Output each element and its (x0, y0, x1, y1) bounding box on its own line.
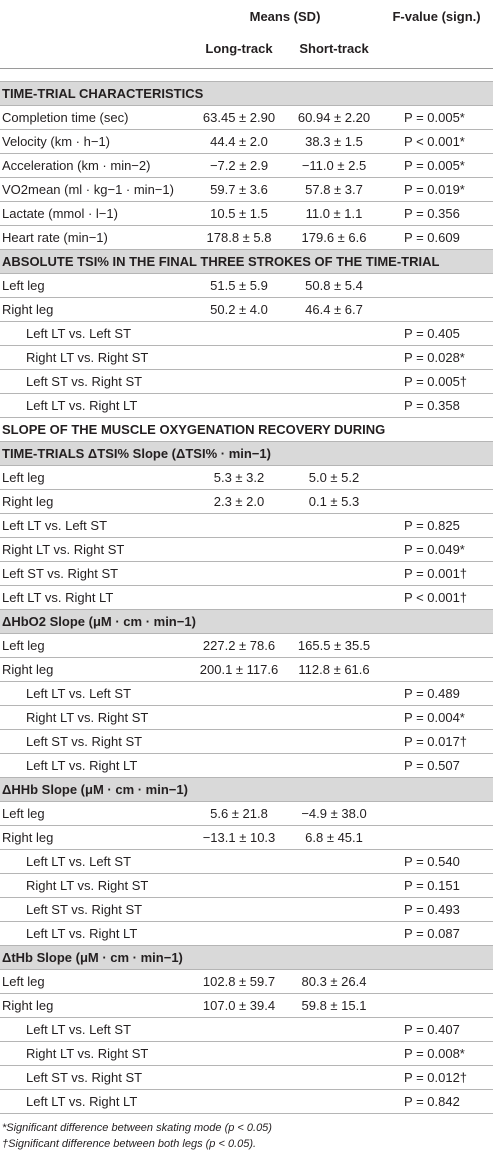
section-header (0, 946, 493, 970)
long-track-value (190, 850, 288, 874)
short-track-value (288, 922, 380, 946)
long-track-value (190, 370, 288, 394)
table-row (0, 586, 493, 610)
f-value: P = 0.356 (380, 202, 493, 226)
row-label: Left ST vs. Right ST (0, 1066, 190, 1090)
short-track-value (288, 754, 380, 778)
table-row (0, 922, 493, 946)
footnote: *Significant difference between skating mode (p < 0.05) (2, 1122, 272, 1134)
f-value (380, 826, 493, 850)
row-label: Left LT vs. Left ST (0, 322, 190, 346)
long-track-value: 44.4 ± 2.0 (190, 130, 288, 154)
f-value: P = 0.151 (380, 874, 493, 898)
table-row (0, 994, 493, 1018)
table-row (0, 322, 493, 346)
short-track-value (288, 562, 380, 586)
f-value: P = 0.005* (380, 154, 493, 178)
row-label: Left ST vs. Right ST (0, 730, 190, 754)
long-track-value (190, 922, 288, 946)
short-track-value (288, 1066, 380, 1090)
short-track-value: 57.8 ± 3.7 (288, 178, 380, 202)
section-header (0, 250, 493, 274)
f-value: P = 0.008* (380, 1042, 493, 1066)
long-track-value (190, 322, 288, 346)
long-track-value (190, 1018, 288, 1042)
table-row (0, 1066, 493, 1090)
long-track-value (190, 754, 288, 778)
short-track-value: 59.8 ± 15.1 (288, 994, 380, 1018)
table-row (0, 874, 493, 898)
table-row (0, 658, 493, 682)
row-label: Velocity (km · h−1) (0, 130, 190, 154)
long-track-header: Long-track (190, 34, 288, 69)
short-track-value: 179.6 ± 6.6 (288, 226, 380, 250)
row-label: Right LT vs. Right ST (0, 874, 190, 898)
long-track-value: 5.3 ± 3.2 (190, 466, 288, 490)
f-value: P = 0.358 (380, 394, 493, 418)
section-title: ΔHbO2 Slope (μM · cm · min−1) (0, 610, 493, 634)
table-row (0, 970, 493, 994)
row-label: Completion time (sec) (0, 106, 190, 130)
short-track-value: 0.1 ± 5.3 (288, 490, 380, 514)
table-row (0, 802, 493, 826)
row-label: Right LT vs. Right ST (0, 706, 190, 730)
short-track-value: 46.4 ± 6.7 (288, 298, 380, 322)
f-value (380, 490, 493, 514)
table-row (0, 682, 493, 706)
section-title: TIME-TRIAL CHARACTERISTICS (0, 82, 493, 106)
long-track-value (190, 898, 288, 922)
short-track-value (288, 730, 380, 754)
row-label: Right leg (0, 490, 190, 514)
header-row-1 (0, 0, 493, 34)
short-track-value: −4.9 ± 38.0 (288, 802, 380, 826)
table-row (0, 370, 493, 394)
long-track-value (190, 706, 288, 730)
f-value (380, 802, 493, 826)
row-label: Left leg (0, 274, 190, 298)
long-track-value (190, 538, 288, 562)
f-value (380, 970, 493, 994)
f-value: P = 0.012† (380, 1066, 493, 1090)
means-sd-header: Means (SD) (249, 9, 321, 24)
row-label: Left leg (0, 802, 190, 826)
short-track-value (288, 322, 380, 346)
table-row (0, 106, 493, 130)
f-value: P = 0.507 (380, 754, 493, 778)
long-track-value: 227.2 ± 78.6 (190, 634, 288, 658)
long-track-value (190, 874, 288, 898)
table-row (0, 298, 493, 322)
row-label: Left leg (0, 634, 190, 658)
short-track-value: 165.5 ± 35.5 (288, 634, 380, 658)
section-title: ABSOLUTE TSI% IN THE FINAL THREE STROKES OF THE TIME-TRIAL (0, 250, 493, 274)
long-track-value (190, 394, 288, 418)
long-track-value: 2.3 ± 2.0 (190, 490, 288, 514)
long-track-value: 200.1 ± 117.6 (190, 658, 288, 682)
f-value (380, 298, 493, 322)
long-track-value: −13.1 ± 10.3 (190, 826, 288, 850)
f-value (380, 634, 493, 658)
row-label: Right leg (0, 826, 190, 850)
long-track-value (190, 346, 288, 370)
long-track-value: 10.5 ± 1.5 (190, 202, 288, 226)
table-row (0, 706, 493, 730)
row-label: Left LT vs. Left ST (0, 514, 190, 538)
long-track-value (190, 1042, 288, 1066)
table-row (0, 274, 493, 298)
row-label: Left LT vs. Right LT (0, 1090, 190, 1114)
f-value: P = 0.540 (380, 850, 493, 874)
row-label: Left LT vs. Left ST (0, 682, 190, 706)
table-row (0, 634, 493, 658)
f-value: P = 0.017† (380, 730, 493, 754)
row-label: Left leg (0, 466, 190, 490)
short-track-value (288, 850, 380, 874)
short-track-value: 6.8 ± 45.1 (288, 826, 380, 850)
section-header (0, 418, 493, 442)
table-row (0, 562, 493, 586)
row-label: Right leg (0, 658, 190, 682)
long-track-value: 59.7 ± 3.6 (190, 178, 288, 202)
section-header (0, 778, 493, 802)
f-value (380, 658, 493, 682)
f-value: P < 0.001† (380, 586, 493, 610)
row-label: Left leg (0, 970, 190, 994)
row-label: Lactate (mmol · l−1) (0, 202, 190, 226)
short-track-value (288, 898, 380, 922)
table-row (0, 850, 493, 874)
short-track-value (288, 1042, 380, 1066)
short-track-value: 5.0 ± 5.2 (288, 466, 380, 490)
f-value: P = 0.005† (380, 370, 493, 394)
long-track-value (190, 1066, 288, 1090)
section-title: TIME-TRIALS ΔTSI% Slope (ΔTSI% · min−1) (0, 442, 493, 466)
f-value: P = 0.028* (380, 346, 493, 370)
table-row (0, 130, 493, 154)
short-track-value (288, 874, 380, 898)
f-value: P = 0.405 (380, 322, 493, 346)
long-track-value (190, 730, 288, 754)
long-track-value (190, 1090, 288, 1114)
f-value-header: F-value (sign.) (392, 9, 481, 24)
row-label: Right leg (0, 994, 190, 1018)
table-row (0, 730, 493, 754)
section-header (0, 610, 493, 634)
section-title: SLOPE OF THE MUSCLE OXYGENATION RECOVERY DURING (0, 418, 493, 442)
long-track-value: 63.45 ± 2.90 (190, 106, 288, 130)
f-value: P = 0.019* (380, 178, 493, 202)
short-track-value (288, 394, 380, 418)
section-header (0, 442, 493, 466)
short-track-value (288, 1090, 380, 1114)
row-label: Left LT vs. Right LT (0, 922, 190, 946)
long-track-value: 5.6 ± 21.8 (190, 802, 288, 826)
short-track-header: Short-track (288, 34, 380, 69)
long-track-value: 50.2 ± 4.0 (190, 298, 288, 322)
short-track-value: −11.0 ± 2.5 (288, 154, 380, 178)
row-label: Heart rate (min−1) (0, 226, 190, 250)
f-value: P = 0.004* (380, 706, 493, 730)
f-value (380, 274, 493, 298)
row-label: Left ST vs. Right ST (0, 370, 190, 394)
short-track-value (288, 706, 380, 730)
table-row (0, 202, 493, 226)
short-track-value: 112.8 ± 61.6 (288, 658, 380, 682)
f-value: P = 0.825 (380, 514, 493, 538)
short-track-value: 11.0 ± 1.1 (288, 202, 380, 226)
table-row (0, 154, 493, 178)
row-label: Left LT vs. Right LT (0, 754, 190, 778)
row-label: Left LT vs. Left ST (0, 1018, 190, 1042)
f-value: P = 0.001† (380, 562, 493, 586)
row-label: Right LT vs. Right ST (0, 346, 190, 370)
long-track-value (190, 586, 288, 610)
table-row (0, 1042, 493, 1066)
short-track-value (288, 682, 380, 706)
long-track-value (190, 514, 288, 538)
table-row (0, 826, 493, 850)
footnote: †Significant difference between both legs (p < 0.05). (2, 1138, 257, 1150)
short-track-value (288, 514, 380, 538)
f-value: P = 0.842 (380, 1090, 493, 1114)
short-track-value (288, 538, 380, 562)
row-label: Left ST vs. Right ST (0, 562, 190, 586)
f-value (380, 466, 493, 490)
row-label: Right LT vs. Right ST (0, 538, 190, 562)
row-label: Right LT vs. Right ST (0, 1042, 190, 1066)
row-label: VO2mean (ml · kg−1 · min−1) (0, 178, 190, 202)
table-row (0, 394, 493, 418)
table-row (0, 1090, 493, 1114)
f-value: P = 0.087 (380, 922, 493, 946)
short-track-value: 80.3 ± 26.4 (288, 970, 380, 994)
table-row (0, 538, 493, 562)
long-track-value: 102.8 ± 59.7 (190, 970, 288, 994)
short-track-value (288, 586, 380, 610)
section-title: ΔHHb Slope (μM · cm · min−1) (0, 778, 493, 802)
section-header (0, 82, 493, 106)
table-row (0, 178, 493, 202)
table-row (0, 754, 493, 778)
short-track-value (288, 370, 380, 394)
short-track-value (288, 346, 380, 370)
f-value (380, 994, 493, 1018)
header-row-2 (0, 34, 493, 69)
table-body (0, 69, 493, 1114)
long-track-value: 51.5 ± 5.9 (190, 274, 288, 298)
long-track-value: −7.2 ± 2.9 (190, 154, 288, 178)
row-label: Left ST vs. Right ST (0, 898, 190, 922)
table-row (0, 490, 493, 514)
short-track-value: 60.94 ± 2.20 (288, 106, 380, 130)
f-value: P = 0.049* (380, 538, 493, 562)
section-title: ΔtHb Slope (μM · cm · min−1) (0, 946, 493, 970)
table-row (0, 346, 493, 370)
long-track-value (190, 562, 288, 586)
f-value: P = 0.493 (380, 898, 493, 922)
table-row (0, 1018, 493, 1042)
table-row (0, 466, 493, 490)
short-track-value: 50.8 ± 5.4 (288, 274, 380, 298)
table-row (0, 898, 493, 922)
f-value: P = 0.005* (380, 106, 493, 130)
f-value: P = 0.407 (380, 1018, 493, 1042)
f-value: P = 0.489 (380, 682, 493, 706)
row-label: Left LT vs. Right LT (0, 394, 190, 418)
row-label: Acceleration (km · min−2) (0, 154, 190, 178)
row-label: Left LT vs. Right LT (0, 586, 190, 610)
short-track-value: 38.3 ± 1.5 (288, 130, 380, 154)
row-label: Left LT vs. Left ST (0, 850, 190, 874)
long-track-value: 107.0 ± 39.4 (190, 994, 288, 1018)
long-track-value: 178.8 ± 5.8 (190, 226, 288, 250)
table-row (0, 514, 493, 538)
short-track-value (288, 1018, 380, 1042)
table-row (0, 226, 493, 250)
f-value: P < 0.001* (380, 130, 493, 154)
footnotes (0, 1120, 493, 1152)
f-value: P = 0.609 (380, 226, 493, 250)
long-track-value (190, 682, 288, 706)
row-label: Right leg (0, 298, 190, 322)
